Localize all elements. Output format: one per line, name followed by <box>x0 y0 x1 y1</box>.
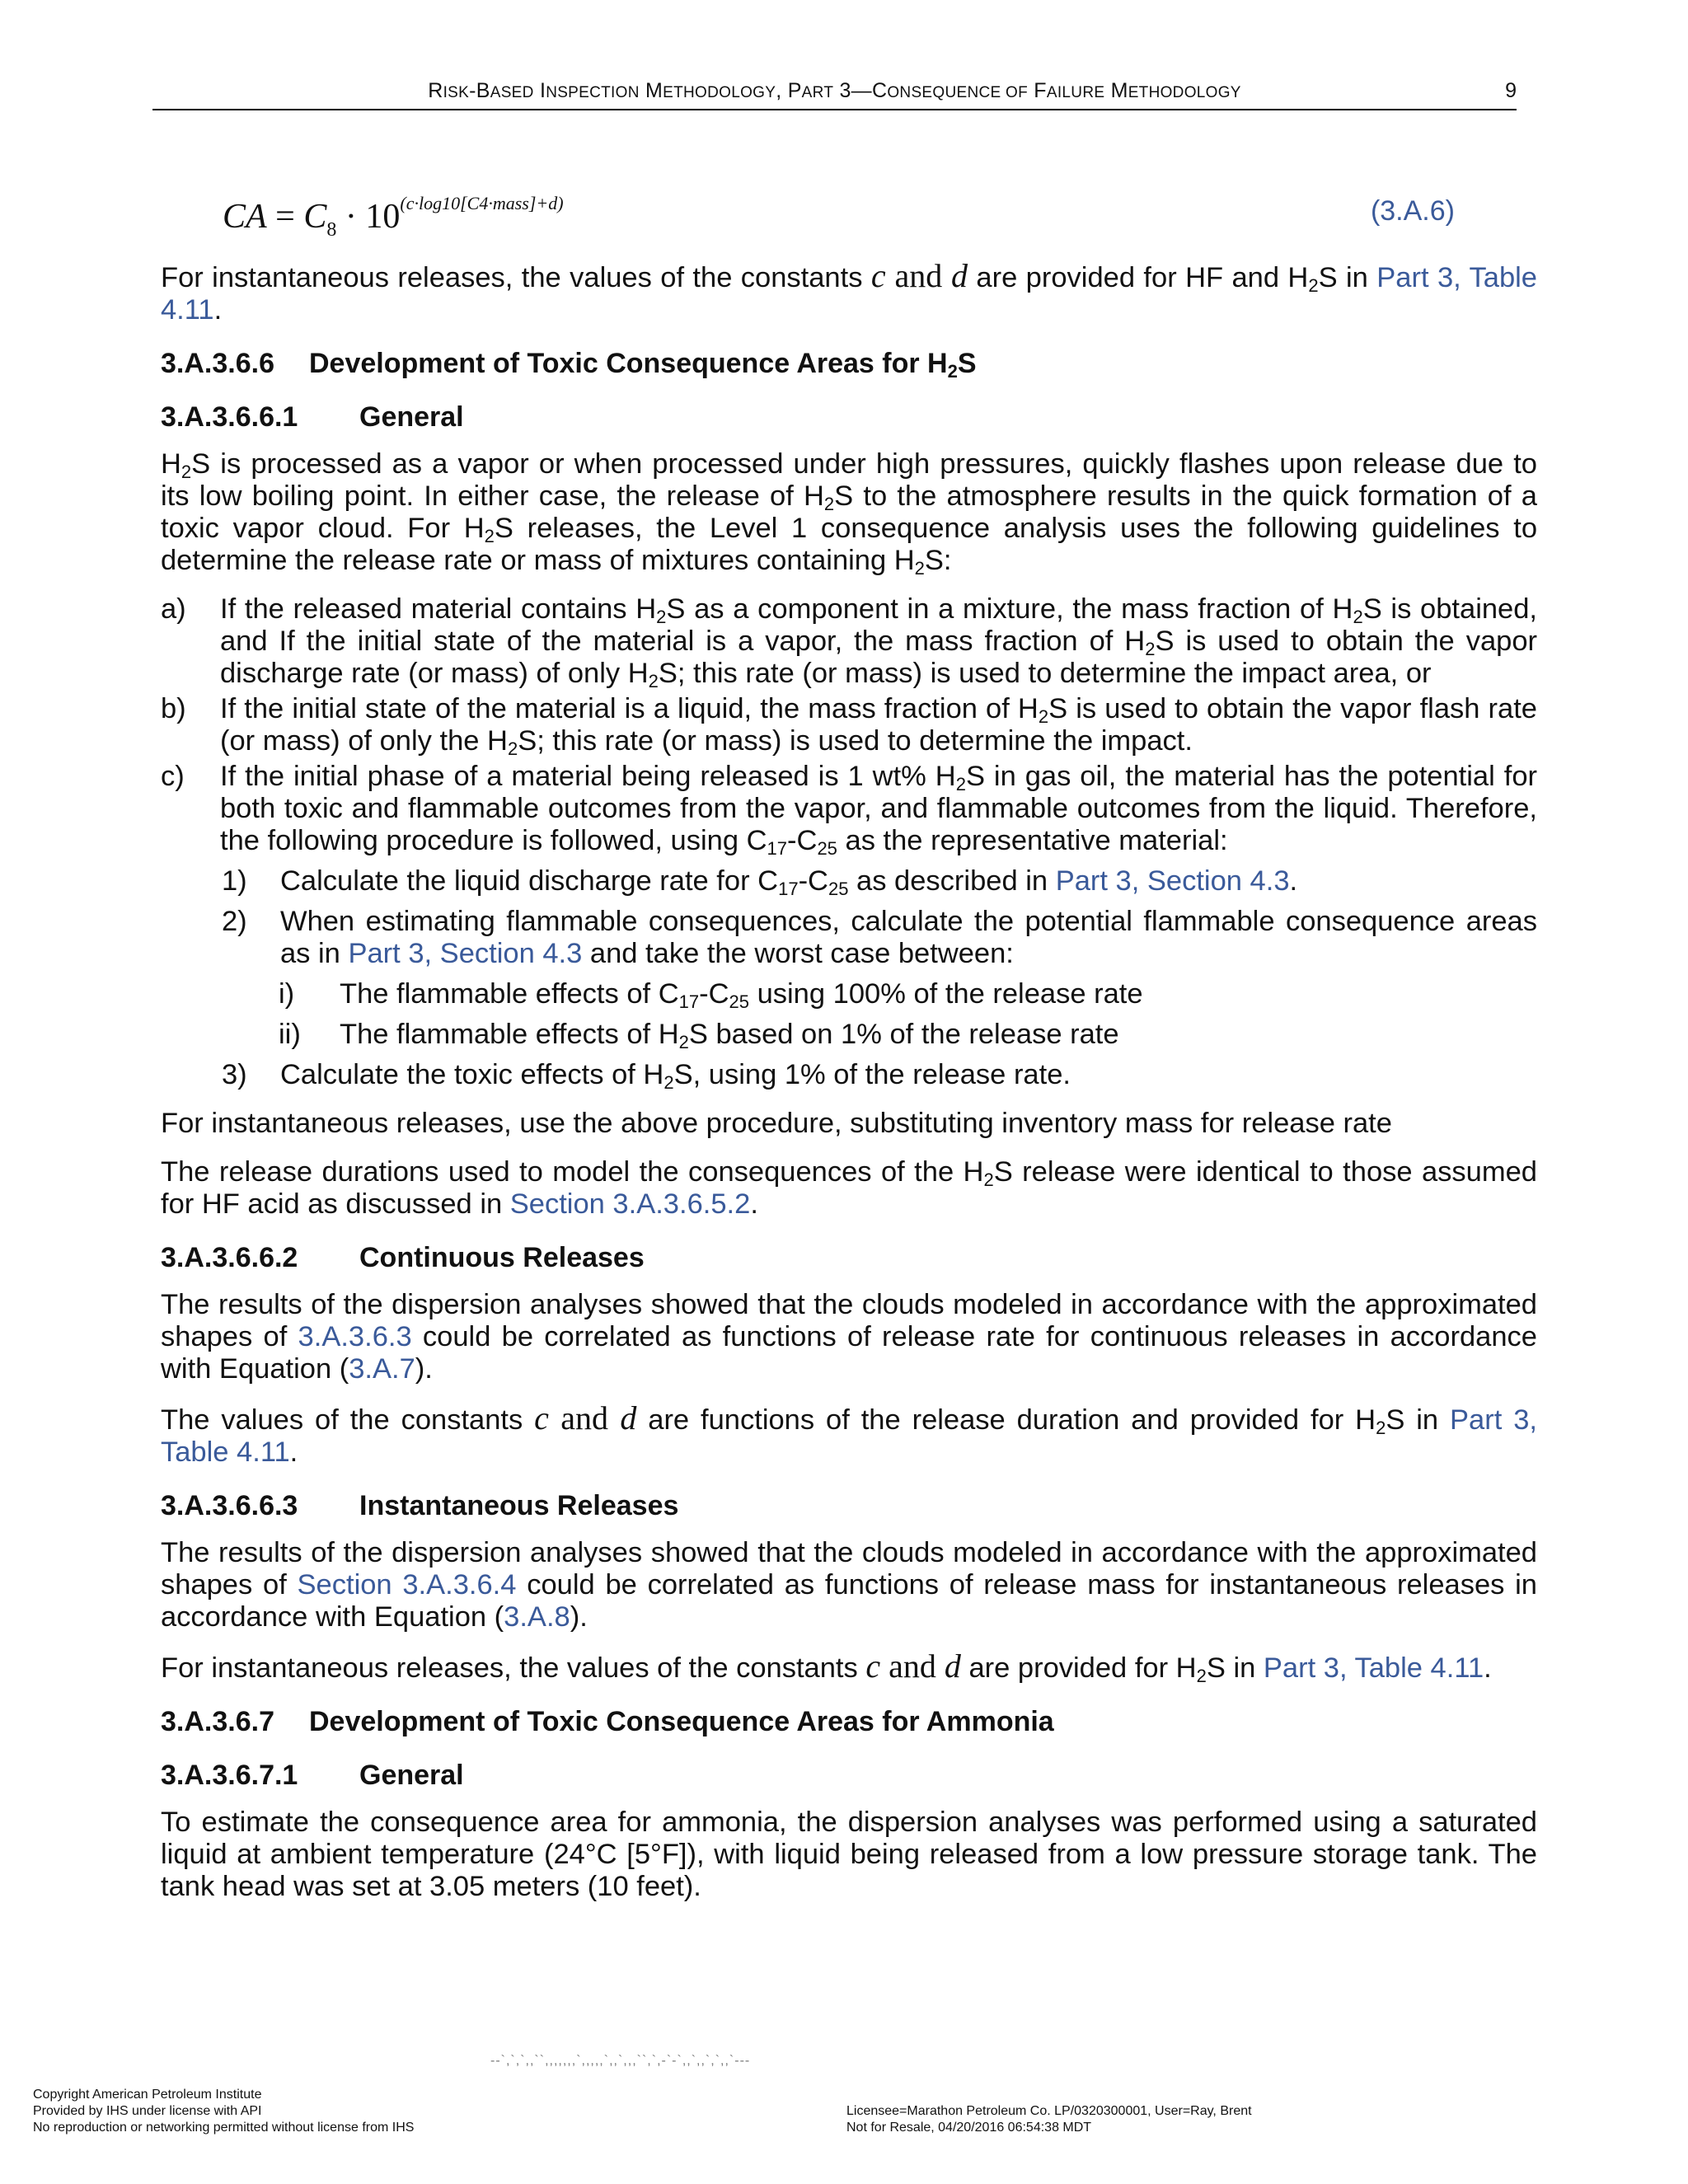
link-equation-3A7[interactable]: 3.A.7 <box>349 1353 415 1385</box>
paragraph: The results of the dispersion analyses showed that the clouds modeled in accordance with the approximated shapes of Section 3.A.3.6.4 could be correlated as functions of release mass for instantaneous releases in accordance with Equation (3.A.8). <box>161 1537 1537 1633</box>
list-item: 1) Calculate the liquid discharge rate for $C_{17}-C_{25}$ as described in Part 3, Section 4.3. <box>222 865 1298 899</box>
paragraph: For instantaneous releases, use the above procedure, substituting inventory mass for release rate <box>161 1108 1392 1139</box>
subsection-heading: 3.A.3.6.6.3 Instantaneous Releases <box>161 1490 679 1521</box>
page-number: 9 <box>1505 79 1517 102</box>
footer-license <box>846 2103 1252 2136</box>
paragraph: The release durations used to model the consequences of the $H_2S$ release were identical to those assumed for HF acid as discussed in Section 3.A.3.6.5.2. <box>161 1156 1537 1220</box>
link-part3-table-4-11[interactable]: Part 3, Table 4.11 <box>161 262 1537 326</box>
footer-copyright <box>33 2087 414 2136</box>
list-item: a) If the released material contains $H_2S$ as a component in a mixture, the mass fraction of $H_2S$ is obtained, and If the initial state of the material is a vapor, the mass fraction of $H_2S$ is used to obtain the vapor discharge rate (or mass) of only $H_2S$; this rate (or mass) is used to determine the impact area, or <box>161 593 1538 691</box>
paragraph: The values of the constants c and d are functions of the release duration and provided for $H_2S$ in Part 3, Table 4.11. <box>161 1399 1537 1468</box>
footer-line: Provided by IHS under license with API <box>33 2104 262 2118</box>
footer-line: Licensee=Marathon Petroleum Co. LP/0320300001, User=Ray, Brent <box>846 2104 1252 2118</box>
footer-line: Not for Resale, 04/20/2016 06:54:38 MDT <box>846 2121 1092 2135</box>
link-part3-section-4-3[interactable]: Part 3, Section 4.3 <box>1055 865 1290 897</box>
header-title: RISK-BASED INSPECTION METHODOLOGY, PART 3—CONSEQUENCE OF FAILURE METHODOLOGY <box>428 79 1241 102</box>
list-item: ii) The flammable effects of $H_2S$ based on 1% of the release rate <box>279 1019 1119 1052</box>
running-header <box>152 79 1517 110</box>
footer-line: No reproduction or networking permitted without license from IHS <box>33 2121 415 2135</box>
footer-watermark-dots: --`,`,`,,``,,,,,,,`,,,,,`,,`,,,``,`,-`-`,,`,,`,`,,`--- <box>490 2054 751 2068</box>
paragraph: For instantaneous releases, the values of the constants c and d are provided for HF and $H_2S$ in Part 3, Table 4.11. <box>161 257 1537 326</box>
list-item: c) If the initial phase of a material being released is 1 wt% $H_2S$ in gas oil, the material has the potential for both toxic and flammable outcomes from the vapor, and flammable outcomes from the liquid. Therefore, the following procedure is followed, using $C_{17}-C_{25}$ as the representative material: <box>161 761 1537 859</box>
page-content <box>161 177 1537 1919</box>
equation-formula: CA = $C_8 \cdot 10^{(c\cdot log10[C4\cdot mass]+d)}$ <box>223 193 564 241</box>
link-part3-table-4-11[interactable]: Part 3, Table 4.11 <box>161 1404 1537 1468</box>
link-part3-table-4-11[interactable]: Part 3, Table 4.11 <box>1263 1652 1484 1684</box>
paragraph: The results of the dispersion analyses showed that the clouds modeled in accordance with the approximated shapes of 3.A.3.6.3 could be correlated as functions of release rate for continuous releases in accordance with Equation (3.A.7). <box>161 1289 1537 1385</box>
list-item: i) The flammable effects of $C_{17}-C_{25}$ using 100% of the release rate <box>279 978 1143 1012</box>
equation-number: (3.A.6) <box>1370 195 1455 227</box>
list-item: 3) Calculate the toxic effects of $H_2S$, using 1% of the release rate. <box>222 1059 1071 1093</box>
section-heading: 3.A.3.6.7 Development of Toxic Consequence Areas for Ammonia <box>161 1706 1054 1737</box>
paragraph: To estimate the consequence area for ammonia, the dispersion analyses was performed using a saturated liquid at ambient temperature (24°C [5°F]), with liquid being released from a low pressure storage tank. The tank head was set at 3.05 meters (10 feet). <box>161 1807 1537 1902</box>
footer-line: Copyright American Petroleum Institute <box>33 2088 262 2102</box>
link-section-3A364[interactable]: Section 3.A.3.6.4 <box>297 1569 517 1601</box>
link-equation-3A8[interactable]: 3.A.8 <box>504 1601 570 1633</box>
subsection-heading: 3.A.3.6.6.1 General <box>161 401 464 433</box>
link-part3-section-4-3[interactable]: Part 3, Section 4.3 <box>348 938 583 969</box>
paragraph: For instantaneous releases, the values of the constants c and d are provided for $H_2S$ in Part 3, Table 4.11. <box>161 1647 1492 1686</box>
equation-3A6 <box>161 177 1537 241</box>
paragraph: $H_2S$ is processed as a vapor or when processed under high pressures, quickly flashes upon release due to its low boiling point. In either case, the release of $H_2S$ to the atmosphere results in the quick formation of a toxic vapor cloud. For $H_2S$ releases, the Level 1 consequence analysis uses the following guidelines to determine the release rate or mass of mixtures containing $H_2S$: <box>161 448 1538 579</box>
list-item: 2) When estimating flammable consequences, calculate the potential flammable consequence areas as in Part 3, Section 4.3 and take the worst case between: <box>222 906 1537 969</box>
section-heading: 3.A.3.6.6 Development of Toxic Consequence Areas for $H_2S$ <box>161 348 977 382</box>
list-item: b) If the initial state of the material is a liquid, the mass fraction of $H_2S$ is used to obtain the vapor flash rate (or mass) of only the $H_2S$; this rate (or mass) is used to determine the impact. <box>161 693 1537 759</box>
subsection-heading: 3.A.3.6.7.1 General <box>161 1760 464 1791</box>
link-3A363[interactable]: 3.A.3.6.3 <box>298 1321 412 1352</box>
link-section-3A3652[interactable]: Section 3.A.3.6.5.2 <box>509 1188 751 1220</box>
subsection-heading: 3.A.3.6.6.2 Continuous Releases <box>161 1242 645 1273</box>
guideline-list <box>161 593 1537 1091</box>
